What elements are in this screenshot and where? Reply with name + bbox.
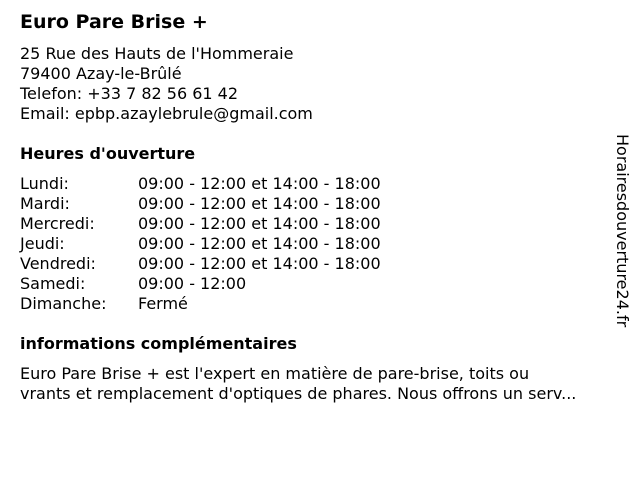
hours-time: 09:00 - 12:00 xyxy=(138,274,247,293)
hours-row xyxy=(20,214,381,234)
hours-day: Mercredi: xyxy=(20,214,95,233)
address-line-2: 79400 Azay-le-Brûlé xyxy=(20,64,182,83)
business-description xyxy=(20,364,630,404)
description-line-1: Euro Pare Brise + est l'expert en matière de pare-brise, toits ou xyxy=(20,364,530,383)
hours-row xyxy=(20,194,381,214)
business-name: Euro Pare Brise + xyxy=(20,11,208,33)
site-watermark xyxy=(612,134,632,344)
hours-time: Fermé xyxy=(138,294,188,313)
hours-day: Dimanche: xyxy=(20,294,107,313)
hours-row xyxy=(20,254,381,274)
email-line: Email: epbp.azaylebrule@gmail.com xyxy=(20,104,313,123)
phone-line: Telefon: +33 7 82 56 61 42 xyxy=(20,84,239,103)
hours-row xyxy=(20,174,381,194)
hours-time: 09:00 - 12:00 et 14:00 - 18:00 xyxy=(138,174,381,193)
watermark-text: Horairesdouverture24.fr xyxy=(613,134,632,328)
hours-heading: Heures d'ouverture xyxy=(20,144,196,163)
hours-row xyxy=(20,274,381,294)
hours-time: 09:00 - 12:00 et 14:00 - 18:00 xyxy=(138,214,381,233)
hours-table xyxy=(20,174,381,314)
hours-time: 09:00 - 12:00 et 14:00 - 18:00 xyxy=(138,254,381,273)
hours-day: Lundi: xyxy=(20,174,69,193)
hours-day: Mardi: xyxy=(20,194,70,213)
hours-row xyxy=(20,294,381,314)
hours-time: 09:00 - 12:00 et 14:00 - 18:00 xyxy=(138,194,381,213)
contact-block xyxy=(20,44,313,124)
hours-day: Jeudi: xyxy=(20,234,65,253)
description-line-2: vrants et remplacement d'optiques de phares. Nous offrons un serv... xyxy=(20,384,577,403)
hours-day: Samedi: xyxy=(20,274,86,293)
hours-day: Vendredi: xyxy=(20,254,96,273)
hours-row xyxy=(20,234,381,254)
info-heading: informations complémentaires xyxy=(20,334,297,353)
hours-time: 09:00 - 12:00 et 14:00 - 18:00 xyxy=(138,234,381,253)
address-line-1: 25 Rue des Hauts de l'Hommeraie xyxy=(20,44,294,63)
